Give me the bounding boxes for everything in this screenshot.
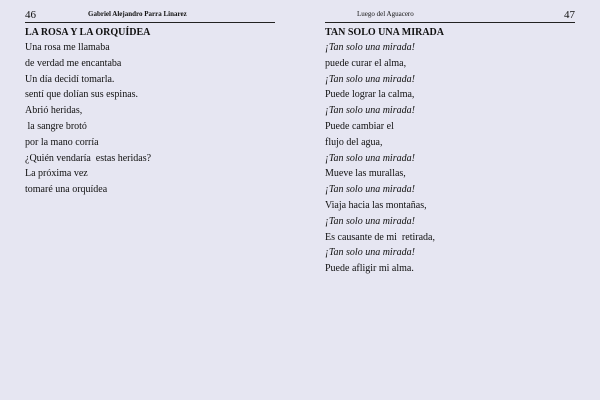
poem-line: puede curar el alma, xyxy=(325,57,407,69)
poem-line: flujo del agua, xyxy=(325,136,383,148)
left-page-header xyxy=(25,6,275,23)
right-page-header xyxy=(325,6,575,23)
left-running-head: Gabriel Alejandro Parra Linarez xyxy=(88,10,187,18)
right-poem-title: TAN SOLO UNA MIRADA xyxy=(325,27,444,38)
poem-line: Es causante de mi retirada, xyxy=(325,231,435,243)
poem-line-refrain: ¡Tan solo una mirada! xyxy=(325,215,415,227)
poem-line-refrain: ¡Tan solo una mirada! xyxy=(325,42,415,53)
right-page-number: 47 xyxy=(564,9,575,21)
poem-line-refrain: ¡Tan solo una mirada! xyxy=(325,184,415,196)
right-poem-lines xyxy=(325,40,575,277)
poem-line: Mueve las murallas, xyxy=(325,168,406,180)
poem-line: Puede lograr la calma, xyxy=(325,89,415,101)
left-poem xyxy=(25,26,275,198)
poem-line: la sangre brotó xyxy=(25,120,87,132)
right-poem xyxy=(325,26,575,277)
poem-line: tomaré una orquídea xyxy=(25,184,108,196)
poem-line: Una rosa me llamaba xyxy=(25,42,110,53)
poem-line: Abrió heridas, xyxy=(25,105,83,117)
poem-line: sentí que dolían sus espinas. xyxy=(25,89,139,101)
poem-line-refrain: ¡Tan solo una mirada! xyxy=(325,247,415,259)
poem-line-refrain: ¡Tan solo una mirada! xyxy=(325,73,415,85)
poem-line: Viaja hacia las montañas, xyxy=(325,199,427,211)
right-running-head: Luego del Aguacero xyxy=(357,10,414,18)
poem-line: Un día decidí tomarla. xyxy=(25,73,115,85)
poem-line: La próxima vez xyxy=(25,168,88,180)
left-poem-title: LA ROSA Y LA ORQUÍDEA xyxy=(25,27,151,38)
poem-line: por la mano corría xyxy=(25,136,99,148)
left-page-number: 46 xyxy=(25,9,36,21)
poem-line: Puede cambiar el xyxy=(325,120,394,132)
poem-line-refrain: ¡Tan solo una mirada! xyxy=(325,152,415,164)
poem-line: Puede afligir mi alma. xyxy=(325,263,414,275)
poem-line: de verdad me encantaba xyxy=(25,57,122,69)
poem-line-refrain: ¡Tan solo una mirada! xyxy=(325,105,415,117)
right-page xyxy=(300,0,600,400)
left-poem-lines xyxy=(25,40,275,198)
poem-line: ¿Quién vendaría estas heridas? xyxy=(25,152,152,164)
